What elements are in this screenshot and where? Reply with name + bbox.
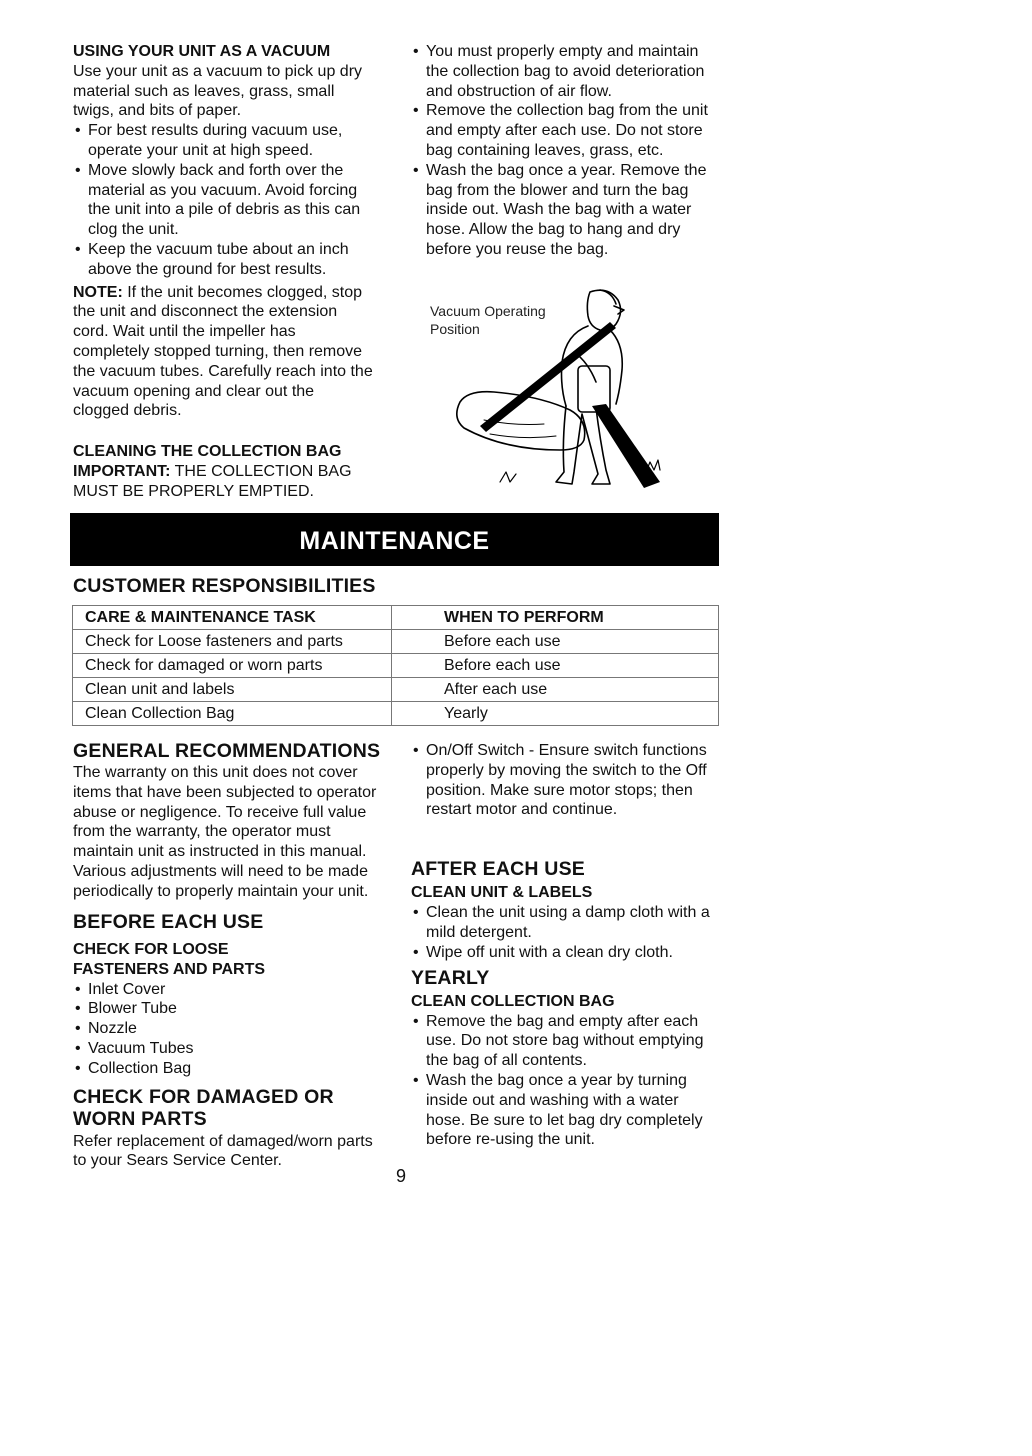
important-text: THE COLLECTION BAG MUST BE PROPERLY EMPTIED.	[73, 462, 352, 500]
maintenance-banner: MAINTENANCE	[70, 513, 719, 566]
vacuum-operating-illustration	[440, 282, 690, 507]
table-row	[73, 678, 719, 702]
table-row	[73, 654, 719, 678]
note-text: If the unit becomes clogged, stop the unit and disconnect the extension cord. Wait until the impeller has completely stopped turning, then remove the vacuum tubes. Carefully reach into the vacuum opening and clear out the clogged debris.	[73, 283, 373, 420]
list-item: • On/Off Switch - Ensure switch functions properly by moving the switch to the Off position. Make sure motor stops; then restart motor and continue.	[411, 741, 721, 820]
list-item: • Move slowly back and forth over the material as you vacuum. Avoid forcing the unit into a pile of debris as this can clog the unit.	[73, 161, 373, 240]
hat-line	[600, 290, 616, 304]
general-heading: GENERAL RECOMMENDATIONS	[73, 740, 381, 762]
vacuum-bullets	[73, 121, 373, 279]
task-cell: Clean unit and labels	[73, 678, 392, 702]
task-cell: Clean Collection Bag	[73, 702, 392, 726]
note-label: NOTE:	[73, 283, 123, 301]
customer-responsibilities-heading: CUSTOMER RESPONSIBILITIES	[73, 575, 376, 597]
check-loose-subheading: CHECK FOR LOOSE FASTENERS AND PARTS	[73, 940, 266, 978]
list-item: • Collection Bag	[73, 1059, 385, 1079]
shoulder-strap	[480, 322, 616, 432]
vacuum-heading: USING YOUR UNIT AS A VACUUM	[73, 43, 331, 60]
general-text: The warranty on this unit does not cover items that have been subjected to operator abuse or negligence. To receive full value from the warranty, the operator must maintain unit as instructed in this manual. Various adjustments will need to be made periodically to properly maintain your unit.	[73, 764, 377, 900]
clean-unit-subheading: CLEAN UNIT & LABELS	[411, 884, 593, 902]
cleaning-bag-bullets	[411, 42, 721, 260]
list-item: • Remove the bag and empty after each use. Do not store bag without emptying the bag of all contents.	[411, 1012, 721, 1071]
when-cell: Yearly	[392, 702, 719, 726]
damaged-heading: CHECK FOR DAMAGED OR WORN PARTS	[73, 1085, 334, 1130]
when-cell: Before each use	[392, 630, 719, 654]
list-item: • Vacuum Tubes	[73, 1039, 385, 1059]
col-when-header: WHEN TO PERFORM	[392, 606, 719, 630]
list-item: • For best results during vacuum use, operate your unit at high speed.	[73, 121, 373, 161]
after-each-use-heading: AFTER EACH USE	[411, 858, 585, 881]
table-row	[73, 630, 719, 654]
list-item: • Wash the bag once a year by turning inside out and washing with a water hose. Be sure to let bag dry completely before re-using the unit.	[411, 1071, 721, 1150]
cleaning-bag-bullets-column	[411, 42, 721, 260]
list-item: • Blower Tube	[73, 999, 385, 1019]
list-item: • Nozzle	[73, 1019, 385, 1039]
list-item: • Wash the bag once a year. Remove the bag from the blower and turn the bag inside out. Wash the bag with a water hose. Allow the bag to hang and dry before you reuse the bag.	[411, 161, 721, 260]
after-each-use-list	[411, 903, 721, 962]
list-item: • You must properly empty and maintain the collection bag to avoid deterioration and obstruction of air flow.	[411, 42, 721, 101]
list-item: • Remove the collection bag from the unit and empty after each use. Do not store bag containing leaves, grass, etc.	[411, 101, 721, 160]
yearly-list	[411, 1012, 721, 1151]
table-row	[73, 702, 719, 726]
table-header-row	[73, 606, 719, 630]
yearly-heading: YEARLY	[411, 966, 490, 989]
clean-bag-subheading: CLEAN COLLECTION BAG	[411, 992, 615, 1010]
left-bottom-column	[73, 740, 385, 1171]
damaged-list	[411, 741, 721, 820]
vacuum-intro: Use your unit as a vacuum to pick up dry material such as leaves, grass, small twigs, and bits of paper.	[73, 62, 363, 120]
when-cell: After each use	[392, 678, 719, 702]
maintenance-table	[72, 605, 719, 726]
cleaning-bag-section	[73, 442, 373, 501]
task-cell: Check for Loose fasteners and parts	[73, 630, 392, 654]
list-item: • Keep the vacuum tube about an inch above the ground for best results.	[73, 240, 373, 280]
list-item: • Wipe off unit with a clean dry cloth.	[411, 943, 721, 963]
figure-caption-line1: Vacuum Operating	[430, 303, 546, 319]
list-item: • Clean the unit using a damp cloth with a mild detergent.	[411, 903, 721, 943]
task-cell: Check for damaged or worn parts	[73, 654, 392, 678]
important-note	[73, 462, 373, 502]
goggles	[614, 306, 624, 314]
col-task-header: CARE & MAINTENANCE TASK	[73, 606, 392, 630]
right-bottom-column	[411, 741, 721, 1150]
when-cell: Before each use	[392, 654, 719, 678]
before-each-use-heading: BEFORE EACH USE	[73, 910, 264, 933]
cleaning-bag-heading: CLEANING THE COLLECTION BAG	[73, 443, 342, 460]
important-label: IMPORTANT:	[73, 462, 171, 480]
vacuum-section	[73, 42, 373, 421]
before-each-use-list	[73, 980, 385, 1079]
figure-caption-line2: Position	[430, 321, 480, 337]
operator-head	[587, 290, 620, 330]
page-number: 9	[396, 1166, 407, 1186]
damaged-text: Refer replacement of damaged/worn parts to your Sears Service Center.	[73, 1132, 373, 1170]
vacuum-note	[73, 283, 373, 422]
list-item: • Inlet Cover	[73, 980, 385, 1000]
